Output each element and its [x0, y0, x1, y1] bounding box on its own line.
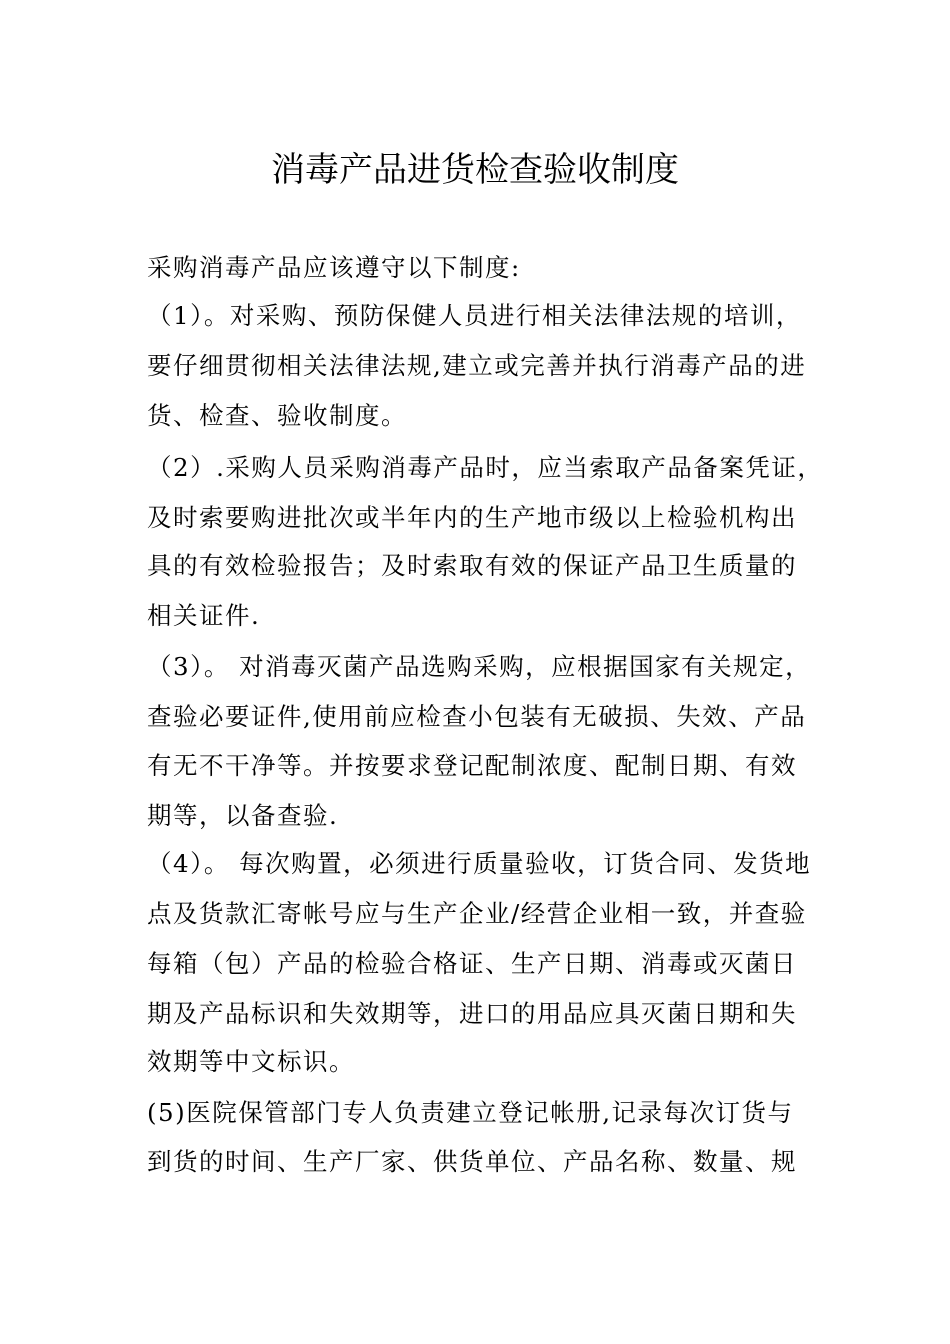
paragraph-line: 有无不干净等。并按要求登记配制浓度、配制日期、有效 [147, 751, 797, 780]
paragraph-line: 每箱（包）产品的检验合格证、生产日期、消毒或灭菌日 [147, 949, 797, 978]
paragraph-line: 相关证件. [147, 601, 261, 630]
paragraph-line: (5)医院保管部门专人负责建立登记帐册,记录每次订货与 [147, 1098, 794, 1127]
paragraph-line: 效期等中文标识。 [147, 1047, 355, 1076]
paragraph-line: 查验必要证件,使用前应检查小包装有无破损、失效、产品 [147, 702, 807, 731]
paragraph-line: 期及产品标识和失效期等，进口的用品应具灭菌日期和失 [147, 999, 797, 1028]
paragraph-line: （4）。 每次购置，必须进行质量验收，订货合同、发货地 [147, 849, 812, 878]
paragraph-line: 要仔细贯彻相关法律法规,建立或完善并执行消毒产品的进 [147, 351, 807, 380]
paragraph-line: 到货的时间、生产厂家、供货单位、产品名称、数量、规 [147, 1147, 797, 1176]
document-title: 消毒产品进货检查验收制度 [271, 150, 679, 190]
paragraph-line-intro: 采购消毒产品应该遵守以下制度: [147, 253, 521, 282]
paragraph-line: 点及货款汇寄帐号应与生产企业/经营企业相一致，并查验 [147, 899, 807, 928]
paragraph-line: 货、检查、验收制度。 [147, 401, 407, 430]
paragraph-line: （2）.采购人员采购消毒产品时，应当索取产品备案凭证， [147, 453, 824, 482]
paragraph-line: （1）。对采购、预防保健人员进行相关法律法规的培训， [147, 301, 802, 330]
paragraph-line: 期等，以备查验. [147, 801, 339, 830]
paragraph-line: （3）。 对消毒灭菌产品选购采购，应根据国家有关规定， [147, 652, 812, 681]
paragraph-line: 具的有效检验报告；及时索取有效的保证产品卫生质量的 [147, 551, 797, 580]
paragraph-line: 及时索要购进批次或半年内的生产地市级以上检验机构出 [147, 503, 797, 532]
